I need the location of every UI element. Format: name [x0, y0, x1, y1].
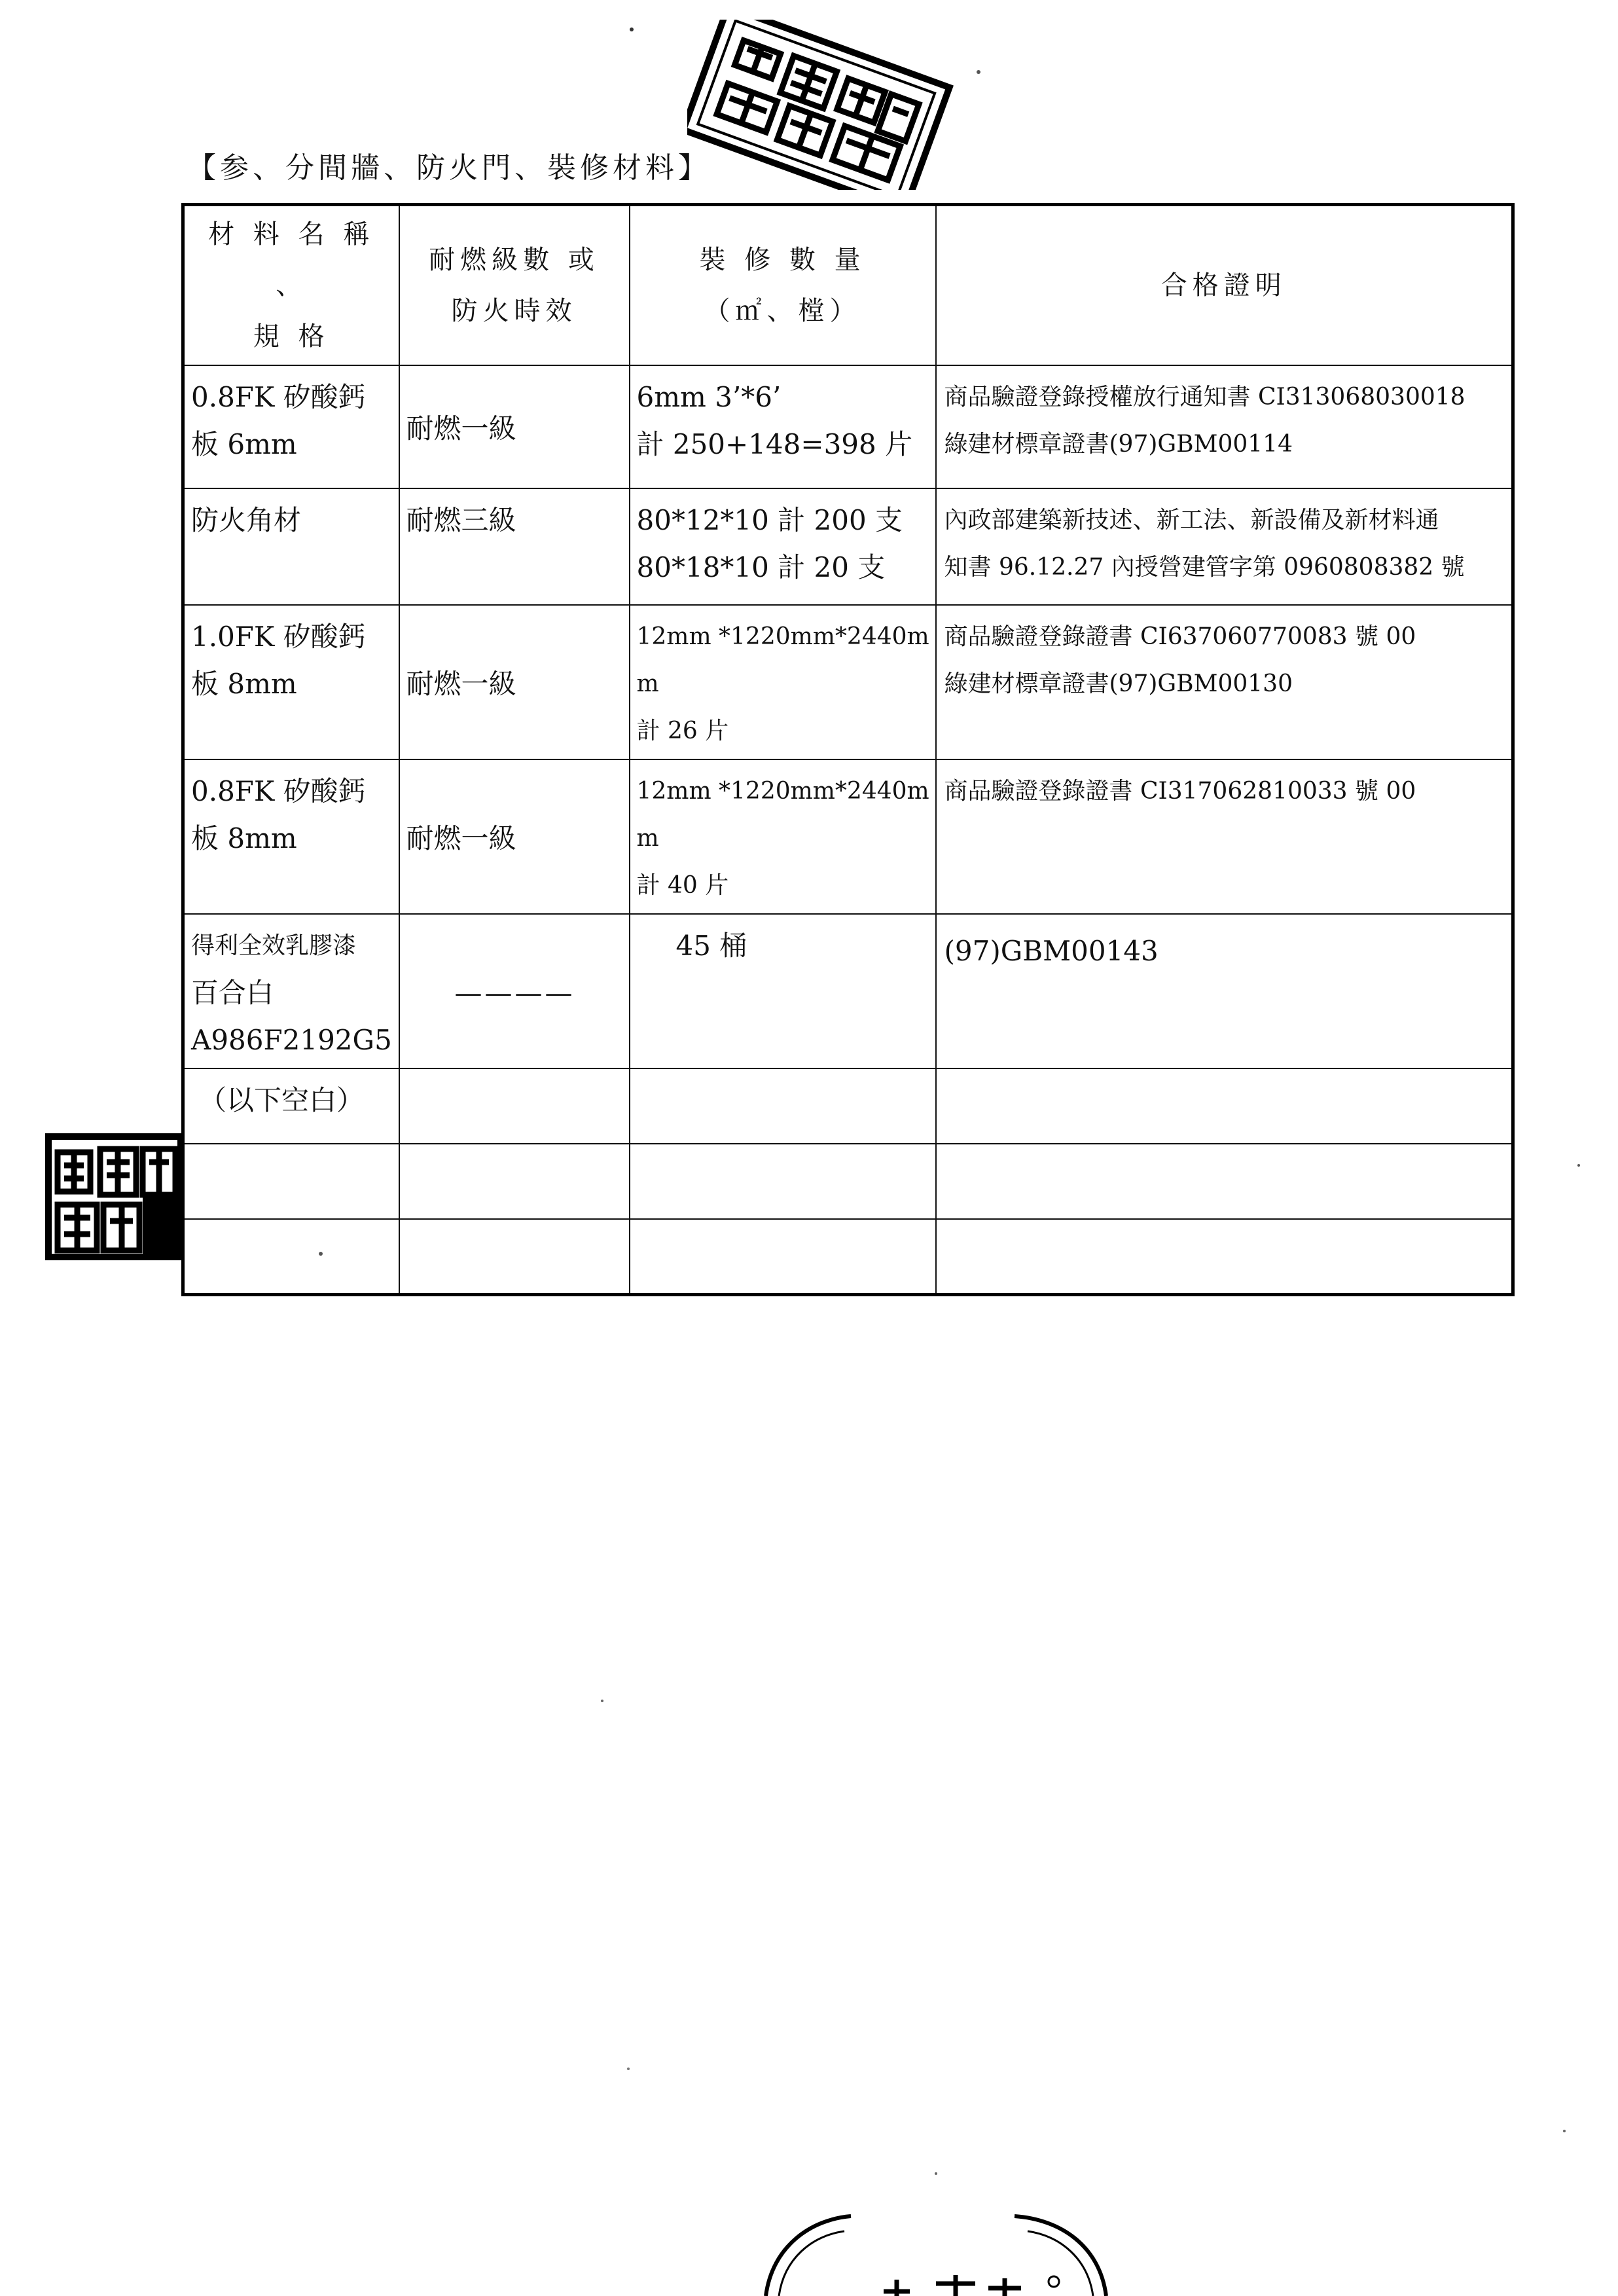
- material-cell: [183, 1144, 399, 1219]
- certificate-line: 綠建材標章證書(97)GBM00114: [944, 431, 1293, 458]
- material-cell: [183, 488, 399, 605]
- quantity-line: 計 26 片: [636, 718, 729, 744]
- materials-table: [181, 203, 1515, 1296]
- seal-stamp-top-icon: [687, 20, 962, 190]
- rating-cell: ————: [399, 914, 630, 1068]
- certificate-cell: [936, 914, 1513, 1068]
- material-name: 1.0FK 矽酸鈣: [191, 621, 366, 653]
- table-header-row: [183, 205, 1513, 366]
- header-certificate: 合格證明: [936, 205, 1513, 366]
- table-row: [183, 914, 1513, 1068]
- blank-marker: （以下空白）: [199, 1084, 365, 1116]
- header-quantity-line1: 裝 修 數 量: [699, 245, 866, 275]
- material-spec: 板 8mm: [191, 822, 297, 854]
- quantity-cell: [630, 1219, 936, 1294]
- material-cell: [183, 605, 399, 759]
- header-material-line1: 材 料 名 稱 、: [208, 219, 375, 301]
- quantity-line: 12mm *1220mm*2440mm: [636, 778, 929, 852]
- quantity-line: 45 桶: [675, 930, 747, 962]
- rating-cell: 耐燃一級: [399, 365, 630, 488]
- table-row: [183, 365, 1513, 488]
- seal-stamp-bottom-icon: [753, 2206, 1119, 2296]
- material-cell: [183, 1068, 399, 1144]
- quantity-line: 6mm 3’*6’: [636, 381, 782, 413]
- material-spec: 板 6mm: [191, 428, 297, 460]
- seal-stamp-left-icon: [45, 1133, 185, 1261]
- table-row: [183, 1219, 1513, 1294]
- quantity-line: 80*18*10 計 20 支: [636, 551, 886, 583]
- material-name: 0.8FK 矽酸鈣: [191, 381, 366, 413]
- certificate-line: 綠建材標章證書(97)GBM00130: [944, 670, 1293, 697]
- certificate-line: 知書 96.12.27 內授營建管字第 0960808382 號: [944, 554, 1465, 581]
- header-rating-line1: 耐燃級數 或: [429, 245, 600, 275]
- certificate-cell: [936, 1144, 1513, 1219]
- header-material: [183, 205, 399, 366]
- rating-cell: 耐燃一級: [399, 759, 630, 914]
- table-row: [183, 1144, 1513, 1219]
- material-color: 百合白: [191, 977, 274, 1009]
- header-material-line2: 規 格: [253, 321, 330, 352]
- certificate-line: 商品驗證登錄授權放行通知書 CI313068030018: [944, 384, 1465, 410]
- table-row: [183, 1068, 1513, 1144]
- quantity-cell: [630, 488, 936, 605]
- material-cell: [183, 365, 399, 488]
- header-rating: [399, 205, 630, 366]
- quantity-cell: [630, 1068, 936, 1144]
- rating-cell: 耐燃三級: [399, 488, 630, 605]
- rating-cell: 耐燃一級: [399, 605, 630, 759]
- quantity-cell: [630, 759, 936, 914]
- material-spec: 板 8mm: [191, 668, 297, 700]
- header-quantity: [630, 205, 936, 366]
- quantity-line: 計 40 片: [636, 872, 729, 899]
- section-title: 【参、分間牆、防火門、裝修材料】: [187, 151, 711, 185]
- certificate-cell: [936, 1219, 1513, 1294]
- material-name: 防火角材: [191, 504, 302, 536]
- certificate-cell: [936, 365, 1513, 488]
- header-quantity-line2: （㎡、樘）: [704, 296, 861, 326]
- quantity-line: 計 250+148=398 片: [636, 428, 913, 460]
- material-name: 得利全效乳膠漆: [191, 932, 357, 959]
- quantity-cell: [630, 1144, 936, 1219]
- table-row: [183, 605, 1513, 759]
- quantity-cell: [630, 914, 936, 1068]
- material-cell: [183, 1219, 399, 1294]
- certificate-cell: [936, 488, 1513, 605]
- certificate-cell: [936, 759, 1513, 914]
- quantity-cell: [630, 605, 936, 759]
- quantity-cell: [630, 365, 936, 488]
- table-row: [183, 488, 1513, 605]
- certificate-line: 商品驗證登錄證書 CI637060770083 號 00: [944, 623, 1416, 650]
- quantity-line: 80*12*10 計 200 支: [636, 504, 903, 536]
- table-row: [183, 759, 1513, 914]
- header-rating-line2: 防火時效: [451, 296, 577, 326]
- rating-cell: [399, 1068, 630, 1144]
- certificate-line: 內政部建築新技述、新工法、新設備及新材料通: [944, 507, 1439, 534]
- certificate-line: 商品驗證登錄證書 CI317062810033 號 00: [944, 778, 1416, 805]
- quantity-line: 12mm *1220mm*2440mm: [636, 623, 929, 697]
- material-cell: [183, 759, 399, 914]
- material-cell: [183, 914, 399, 1068]
- certificate-line: (97)GBM00143: [944, 935, 1159, 967]
- material-name: 0.8FK 矽酸鈣: [191, 775, 366, 807]
- rating-cell: [399, 1219, 630, 1294]
- certificate-cell: [936, 1068, 1513, 1144]
- material-code: A986F2192G5: [191, 1024, 392, 1056]
- rating-cell: [399, 1144, 630, 1219]
- certificate-cell: [936, 605, 1513, 759]
